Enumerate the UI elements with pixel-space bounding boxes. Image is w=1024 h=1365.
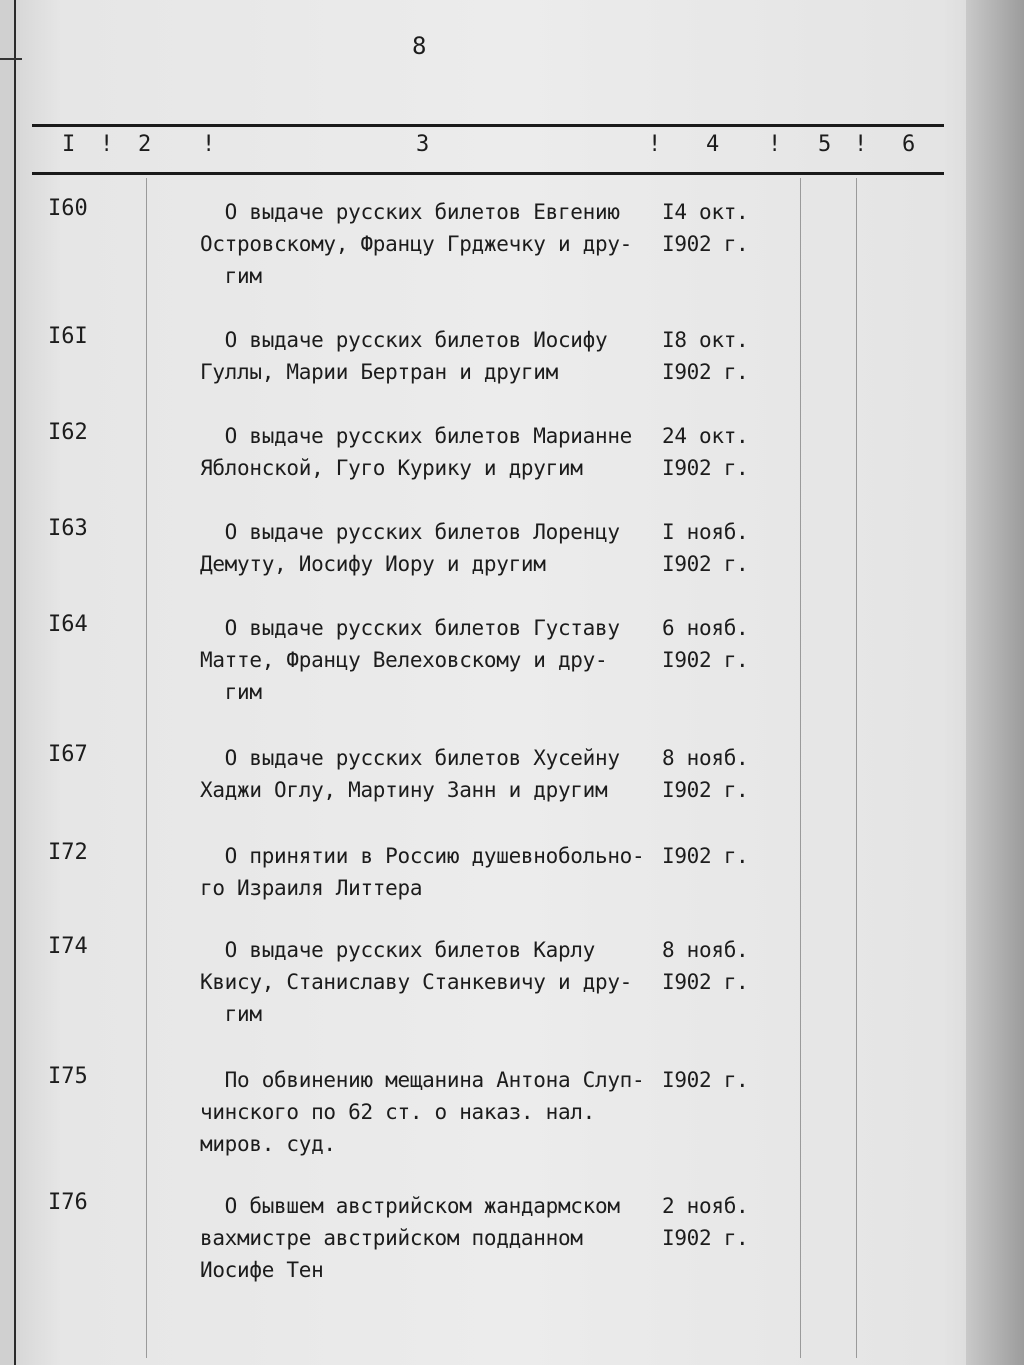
- entry-title: [200, 196, 664, 292]
- header-sep-4: !: [768, 132, 782, 157]
- entry-title-line: гим: [200, 264, 262, 288]
- entry-date-line: I902 г.: [662, 552, 749, 576]
- entry-number: I62: [48, 420, 88, 445]
- entry-date-line: I902 г.: [662, 1068, 749, 1092]
- entry-date: [662, 1190, 772, 1254]
- header-sep-1: !: [100, 132, 114, 157]
- entry-title: [200, 1064, 664, 1160]
- entry-title-line: вахмистре австрийском подданном: [200, 1226, 583, 1250]
- entry-title: [200, 742, 664, 806]
- entry-date: [662, 196, 772, 260]
- entry-title-line: Хаджи Оглу, Мартину Занн и другим: [200, 778, 608, 802]
- header-col-3: 3: [416, 132, 430, 157]
- entry-title-line: О выдаче русских билетов Карлу: [200, 938, 595, 962]
- entry-number: I76: [48, 1190, 88, 1215]
- header-col-5: 5: [818, 132, 832, 157]
- entry-number: I74: [48, 934, 88, 959]
- entry-title-line: По обвинению мещанина Антона Слуп-: [200, 1068, 645, 1092]
- header-col-6: 6: [902, 132, 916, 157]
- entry-title-line: Матте, Францу Велеховскому и дру-: [200, 648, 608, 672]
- entry-date-line: 6 нояб.: [662, 616, 749, 640]
- entry-title-line: О принятии в Россию душевнобольно-: [200, 844, 645, 868]
- entry-date-line: 24 окт.: [662, 424, 749, 448]
- entry-number: I63: [48, 516, 88, 541]
- entry-date-line: I902 г.: [662, 232, 749, 256]
- header-sep-2: !: [202, 132, 216, 157]
- entry-date-line: I4 окт.: [662, 200, 749, 224]
- entry-date-line: I902 г.: [662, 970, 749, 994]
- entry-date: [662, 1064, 772, 1096]
- entry-date: [662, 934, 772, 998]
- entry-title-line: Квису, Станиславу Станкевичу и дру-: [200, 970, 633, 994]
- entry-number: I67: [48, 742, 88, 767]
- entry-date-line: 8 нояб.: [662, 938, 749, 962]
- entry-date: [662, 612, 772, 676]
- entry-title-line: О выдаче русских билетов Лоренцу: [200, 520, 620, 544]
- entry-title: [200, 324, 664, 388]
- entry-date-line: I902 г.: [662, 360, 749, 384]
- entry-date: [662, 742, 772, 806]
- entry-title-line: О бывшем австрийском жандармском: [200, 1194, 620, 1218]
- page-number: 8: [412, 32, 427, 60]
- header-bottom-rule: [32, 172, 944, 175]
- entry-date-line: I902 г.: [662, 456, 749, 480]
- entry-title-line: го Израиля Литтера: [200, 876, 423, 900]
- header-col-2: 2: [138, 132, 152, 157]
- adjacent-page-edge: [0, 0, 16, 1365]
- entry-title: [200, 840, 664, 904]
- entry-title-line: гим: [200, 680, 262, 704]
- entry-number: I64: [48, 612, 88, 637]
- entry-date-line: I нояб.: [662, 520, 749, 544]
- entry-title-line: О выдаче русских билетов Хусейну: [200, 746, 620, 770]
- entry-date: [662, 420, 772, 484]
- column-divider: [856, 178, 857, 1358]
- entry-number: I72: [48, 840, 88, 865]
- entry-date: [662, 516, 772, 580]
- entry-title-line: Яблонской, Гуго Курику и другим: [200, 456, 583, 480]
- entry-number: I75: [48, 1064, 88, 1089]
- entry-date-line: I8 окт.: [662, 328, 749, 352]
- entry-date-line: I902 г.: [662, 1226, 749, 1250]
- entry-title-line: О выдаче русских билетов Евгению: [200, 200, 620, 224]
- header-sep-5: !: [854, 132, 868, 157]
- entry-date-line: I902 г.: [662, 778, 749, 802]
- entry-title-line: Иосифе Тен: [200, 1258, 324, 1282]
- header-sep-3: !: [648, 132, 662, 157]
- entry-title-line: О выдаче русских билетов Марианне: [200, 424, 633, 448]
- entry-title: [200, 1190, 664, 1286]
- entry-title-line: О выдаче русских билетов Густаву: [200, 616, 620, 640]
- column-divider: [800, 178, 801, 1358]
- entry-title: [200, 934, 664, 1030]
- entry-title: [200, 516, 664, 580]
- header-col-4: 4: [706, 132, 720, 157]
- entry-title-line: чинского по 62 ст. о наказ. нал.: [200, 1100, 595, 1124]
- entry-date: [662, 324, 772, 388]
- column-divider: [146, 178, 147, 1358]
- entry-date-line: I902 г.: [662, 648, 749, 672]
- entry-title-line: Гуллы, Марии Бертран и другим: [200, 360, 558, 384]
- entry-number: I60: [48, 196, 88, 221]
- header-col-1: I: [62, 132, 76, 157]
- entry-title-line: О выдаче русских билетов Иосифу: [200, 328, 608, 352]
- page-shadow-edge: [966, 0, 1024, 1365]
- entry-title-line: гим: [200, 1002, 262, 1026]
- entry-number: I6I: [48, 324, 88, 349]
- entry-date: [662, 840, 772, 872]
- entry-title: [200, 420, 664, 484]
- entry-date-line: I902 г.: [662, 844, 749, 868]
- entry-title-line: Островскому, Францу Грджечку и дру-: [200, 232, 633, 256]
- header-top-rule: [32, 124, 944, 127]
- entry-date-line: 8 нояб.: [662, 746, 749, 770]
- entry-title-line: Демуту, Иосифу Иору и другим: [200, 552, 546, 576]
- entry-title: [200, 612, 664, 708]
- entry-title-line: миров. суд.: [200, 1132, 336, 1156]
- entry-date-line: 2 нояб.: [662, 1194, 749, 1218]
